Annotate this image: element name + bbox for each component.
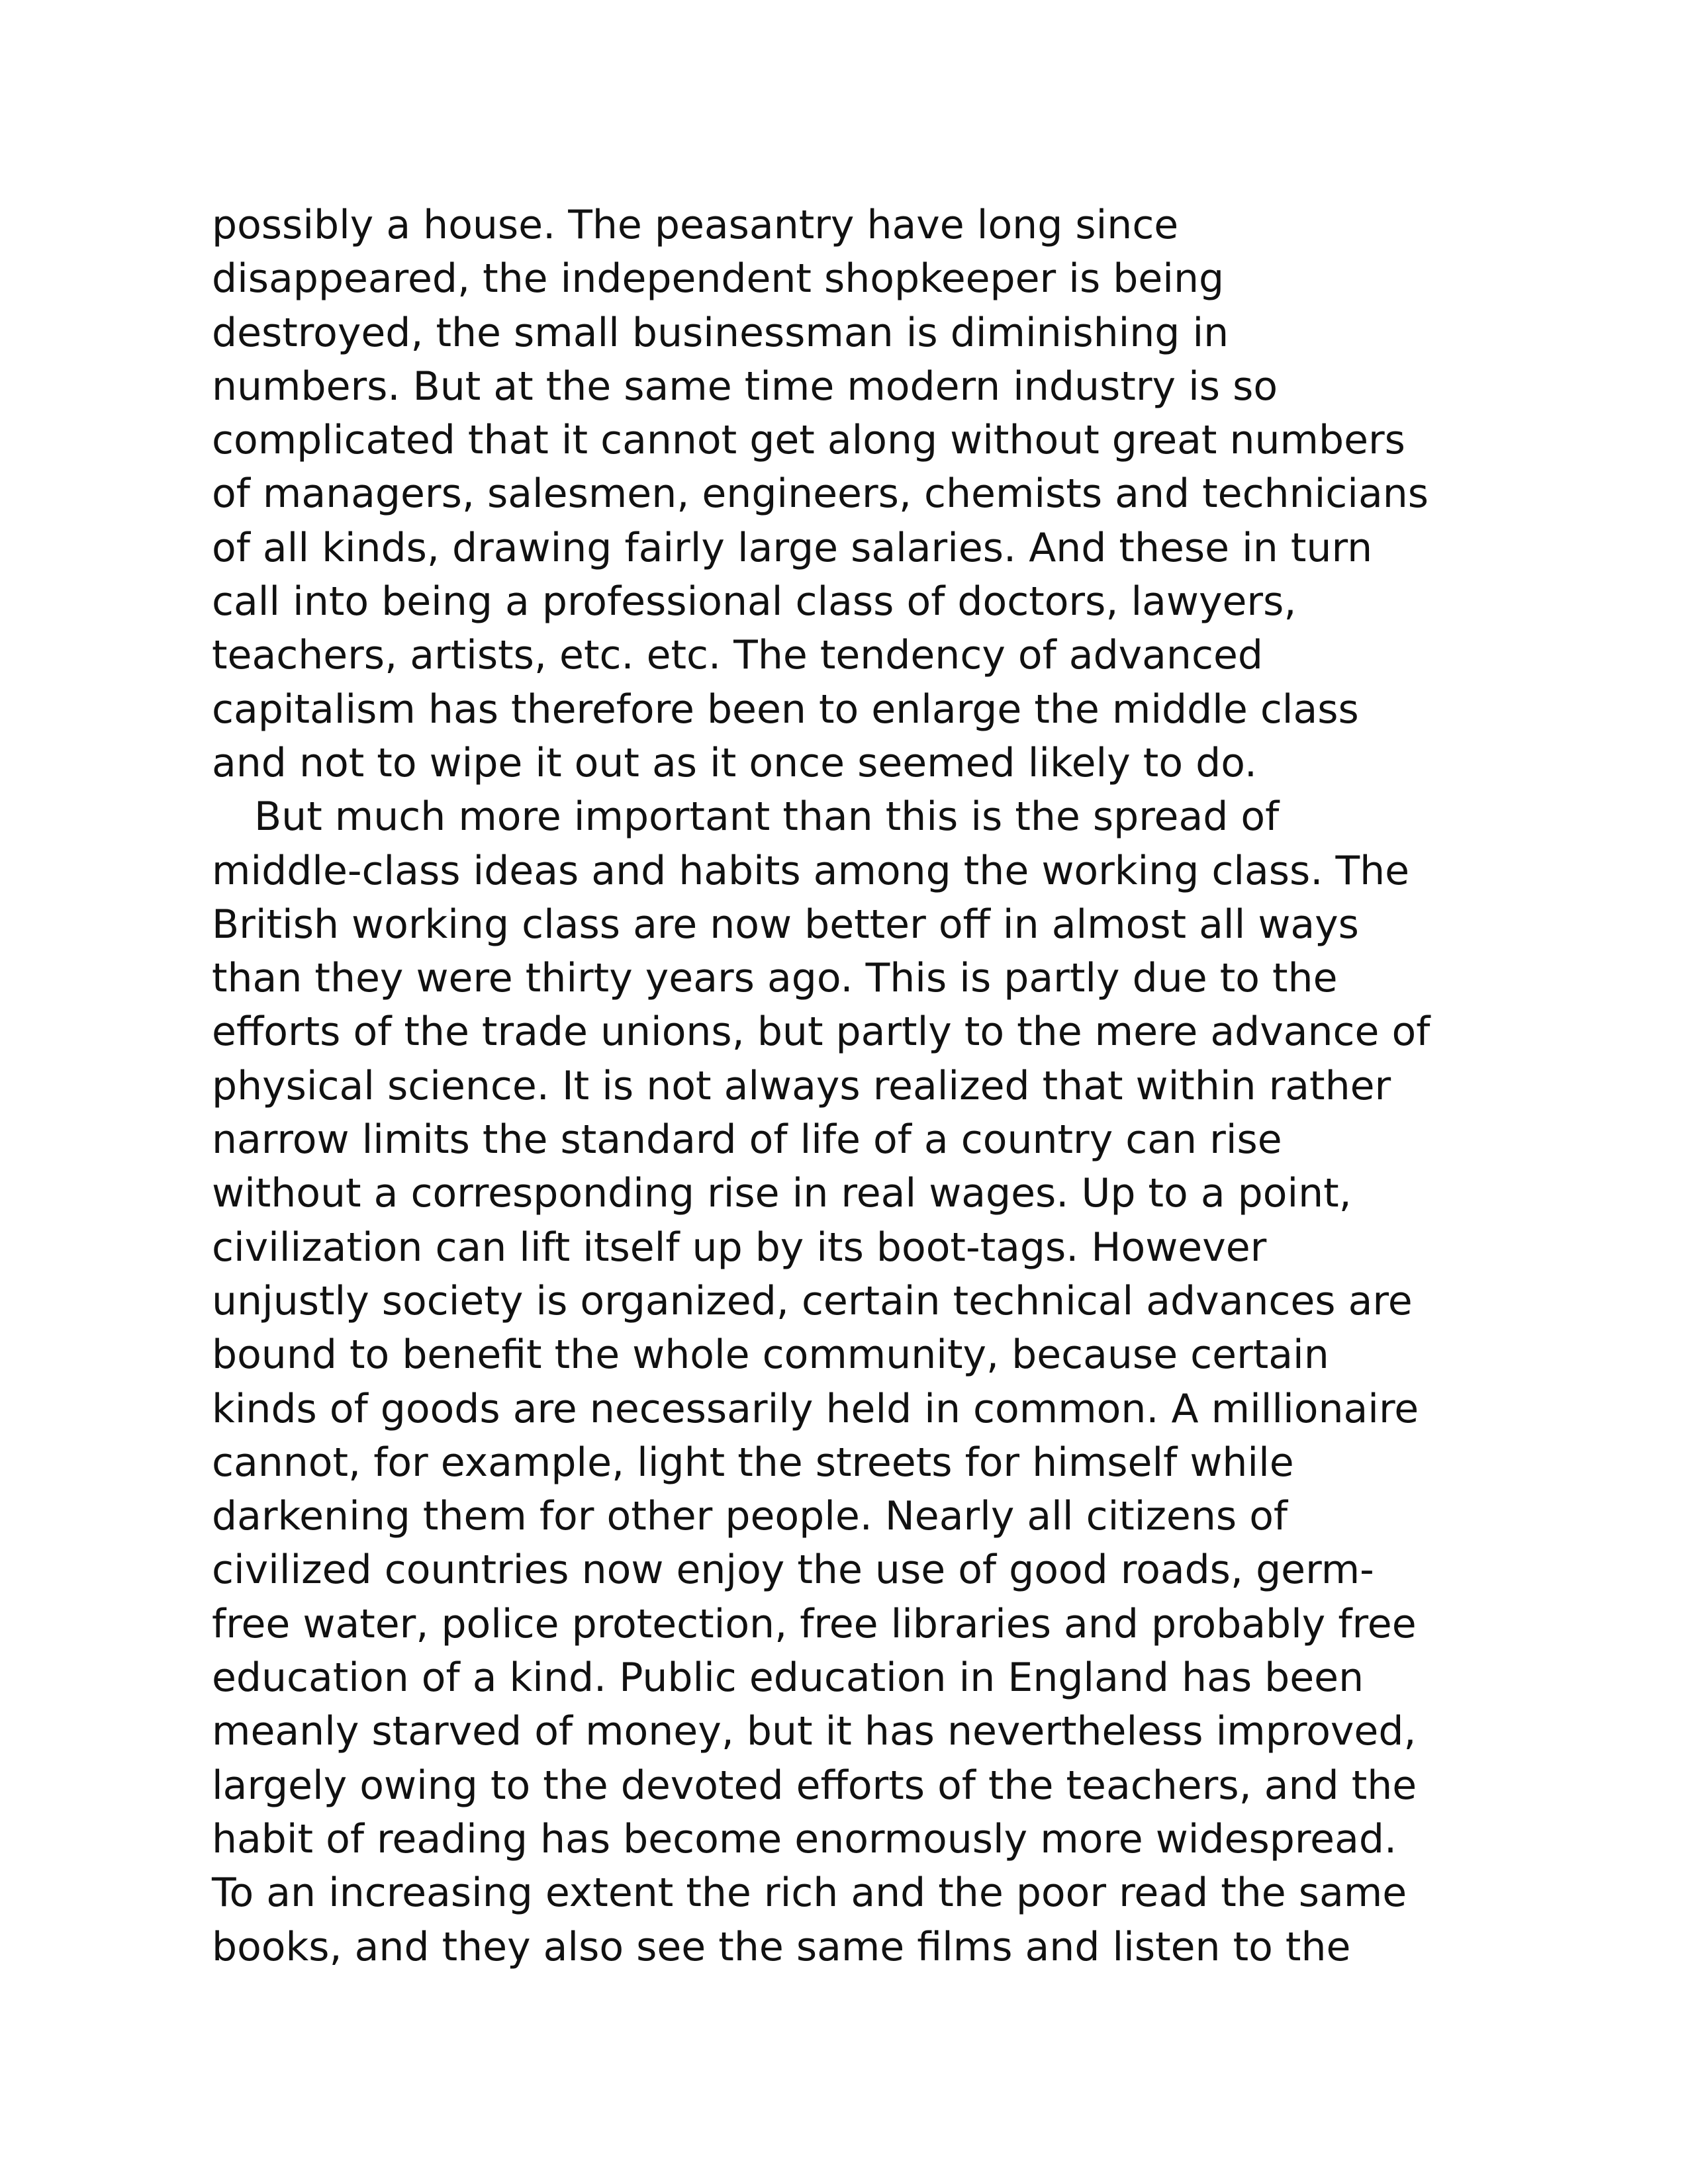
- text-line: civilization can lift itself up by its boot-tags. However: [212, 1224, 1267, 1271]
- text-line: and not to wipe it out as it once seemed likely to do.: [212, 739, 1257, 786]
- text-line: physical science. It is not always realized that within rather: [212, 1062, 1391, 1109]
- text-line: of managers, salesmen, engineers, chemists and technicians: [212, 471, 1429, 518]
- text-line: meanly starved of money, but it has nevertheless improved,: [212, 1708, 1417, 1755]
- text-line: civilized countries now enjoy the use of good roads, germ-: [212, 1547, 1374, 1594]
- text-line: darkening them for other people. Nearly all citizens of: [212, 1493, 1288, 1540]
- text-line: British working class are now better off in almost all ways: [212, 901, 1359, 948]
- body-text: [212, 199, 1536, 1974]
- text-line: teachers, artists, etc. etc. The tendency of advanced: [212, 632, 1263, 679]
- text-line: call into being a professional class of doctors, lawyers,: [212, 578, 1297, 625]
- paragraph-2: [212, 790, 1536, 1974]
- text-line: disappeared, the independent shopkeeper is being: [212, 255, 1225, 302]
- text-line-first-indented: But much more important than this is the spread of: [254, 794, 1280, 841]
- text-line: education of a kind. Public education in England has been: [212, 1655, 1364, 1702]
- text-line: habit of reading has become enormously more widespread.: [212, 1815, 1397, 1862]
- text-line: free water, police protection, free libraries and probably free: [212, 1600, 1417, 1647]
- text-line: possibly a house. The peasantry have long since: [212, 202, 1179, 248]
- text-line: middle-class ideas and habits among the working class. The: [212, 847, 1410, 894]
- text-line: cannot, for example, light the streets for himself while: [212, 1439, 1294, 1486]
- text-line: complicated that it cannot get along without great numbers: [212, 417, 1405, 464]
- text-line: destroyed, the small businessman is diminishing in: [212, 309, 1229, 356]
- text-line: numbers. But at the same time modern industry is so: [212, 363, 1278, 410]
- text-line: of all kinds, drawing fairly large salaries. And these in turn: [212, 524, 1373, 571]
- text-line: narrow limits the standard of life of a country can rise: [212, 1116, 1282, 1163]
- text-line: without a corresponding rise in real wages. Up to a point,: [212, 1170, 1352, 1217]
- text-line: than they were thirty years ago. This is partly due to the: [212, 955, 1338, 1002]
- text-line: To an increasing extent the rich and the poor read the same: [212, 1870, 1407, 1917]
- text-line: capitalism has therefore been to enlarge the middle class: [212, 686, 1359, 733]
- paragraph-1: [212, 199, 1536, 790]
- text-line: bound to benefit the whole community, because certain: [212, 1332, 1329, 1379]
- text-line: efforts of the trade unions, but partly to the mere advance of: [212, 1009, 1430, 1056]
- text-line: largely owing to the devoted efforts of the teachers, and the: [212, 1762, 1417, 1809]
- text-line: books, and they also see the same films and listen to the: [212, 1923, 1351, 1970]
- text-line: kinds of goods are necessarily held in common. A millionaire: [212, 1385, 1419, 1432]
- text-line: unjustly society is organized, certain technical advances are: [212, 1277, 1413, 1324]
